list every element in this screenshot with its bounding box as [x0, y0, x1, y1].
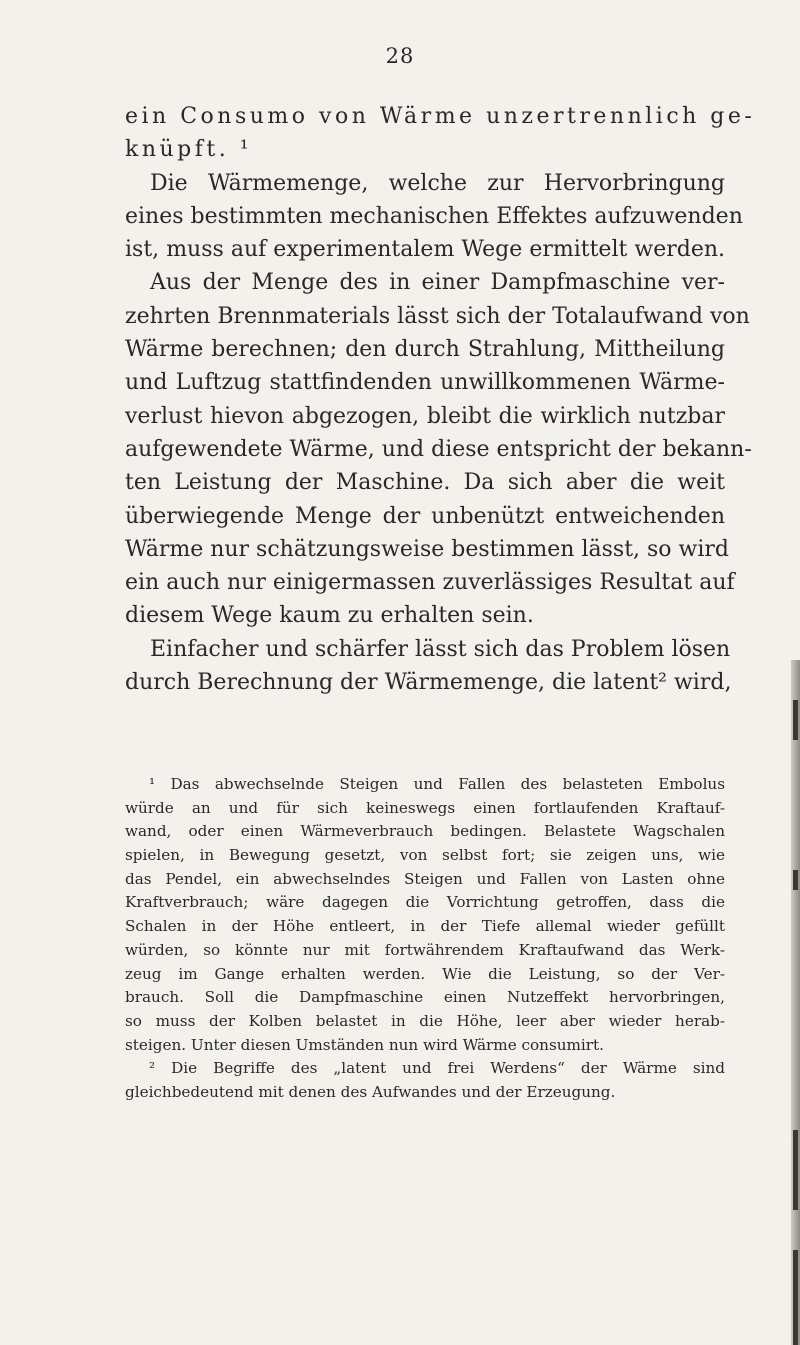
- footnote-line: steigen. Unter diesen Umständen nun wird Wärme consumirt.: [125, 1035, 604, 1054]
- page-edge-mark: [793, 870, 798, 890]
- text-line: ten Leistung der Maschine. Da sich aber die weit: [125, 470, 725, 496]
- footnote-line: das Pendel, ein abwechselndes Steigen und Fallen von Lasten ohne: [125, 869, 725, 888]
- footnote-line: wand, oder einen Wärmeverbrauch bedingen. Belastete Wagschalen: [125, 822, 725, 841]
- page-edge-mark: [793, 1250, 798, 1345]
- text-line: und Luftzug stattfindenden unwillkommenen Wärme-: [125, 370, 725, 396]
- footnote-line: Kraftverbrauch; wäre dagegen die Vorrichtung getroffen, dass die: [125, 893, 725, 912]
- text-line: überwiegende Menge der unbenützt entweichenden: [125, 503, 725, 529]
- footnote-line: würden, so könnte nur mit fortwährendem Kraftaufwand das Werk-: [125, 940, 725, 959]
- text-line: Aus der Menge des in einer Dampfmaschine ver-: [150, 270, 725, 296]
- page-edge-mark: [793, 700, 798, 740]
- text-line: eines bestimmten mechanischen Effektes aufzuwenden: [125, 203, 743, 229]
- page-edge-shadow: [791, 660, 800, 1345]
- text-line: ein auch nur einigermassen zuverlässiges Resultat auf: [125, 570, 735, 596]
- page-number: 28: [385, 44, 415, 68]
- text-line: aufgewendete Wärme, und diese entspricht der bekann-: [125, 436, 752, 462]
- footnote-line: spielen, in Bewegung gesetzt, von selbst fort; sie zeigen uns, wie: [125, 846, 725, 865]
- text-line: diesem Wege kaum zu erhalten sein.: [125, 603, 534, 629]
- footnote-line: würde an und für sich keineswegs einen fortlaufenden Kraftauf-: [125, 798, 725, 817]
- footnote-line: ¹ Das abwechselnde Steigen und Fallen des belasteten Embolus: [149, 775, 725, 793]
- footnotes: [125, 773, 725, 1105]
- text-line: verlust hievon abgezogen, bleibt die wirklich nutzbar: [125, 403, 725, 429]
- page-edge-mark: [793, 1130, 798, 1210]
- main-text: [125, 100, 756, 699]
- text-line: zehrten Brennmaterials lässt sich der Totalaufwand von: [125, 303, 750, 329]
- text-line: Einfacher und schärfer lässt sich das Problem lösen: [150, 636, 731, 662]
- text-line: ist, muss auf experimentalem Wege ermittelt werden.: [125, 237, 725, 263]
- text-line: Wärme nur schätzungsweise bestimmen lässt, so wird: [125, 536, 730, 562]
- footnote-line: gleichbedeutend mit denen des Aufwandes und der Erzeugung.: [125, 1082, 616, 1101]
- footnote-line: Schalen in der Höhe entleert, in der Tiefe allemal wieder gefüllt: [125, 917, 725, 936]
- footnote-line: zeug im Gange erhalten werden. Wie die Leistung, so der Ver-: [125, 964, 725, 983]
- text-line: ein Consumo von Wärme unzertrennlich ge-: [125, 104, 756, 129]
- text-line: Wärme berechnen; den durch Strahlung, Mittheilung: [125, 337, 725, 363]
- footnote-line: so muss der Kolben belastet in die Höhe, leer aber wieder herab-: [125, 1011, 725, 1030]
- text-line: knüpft. ¹: [125, 137, 253, 163]
- footnote-line: ² Die Begriffe des „latent und frei Werdens“ der Wärme sind: [149, 1059, 725, 1078]
- text-line: Die Wärmemenge, welche zur Hervorbringung: [150, 170, 725, 196]
- footnote-line: brauch. Soll die Dampfmaschine einen Nutzeffekt hervorbringen,: [125, 988, 725, 1007]
- text-line: durch Berechnung der Wärmemenge, die latent² wird,: [125, 670, 732, 696]
